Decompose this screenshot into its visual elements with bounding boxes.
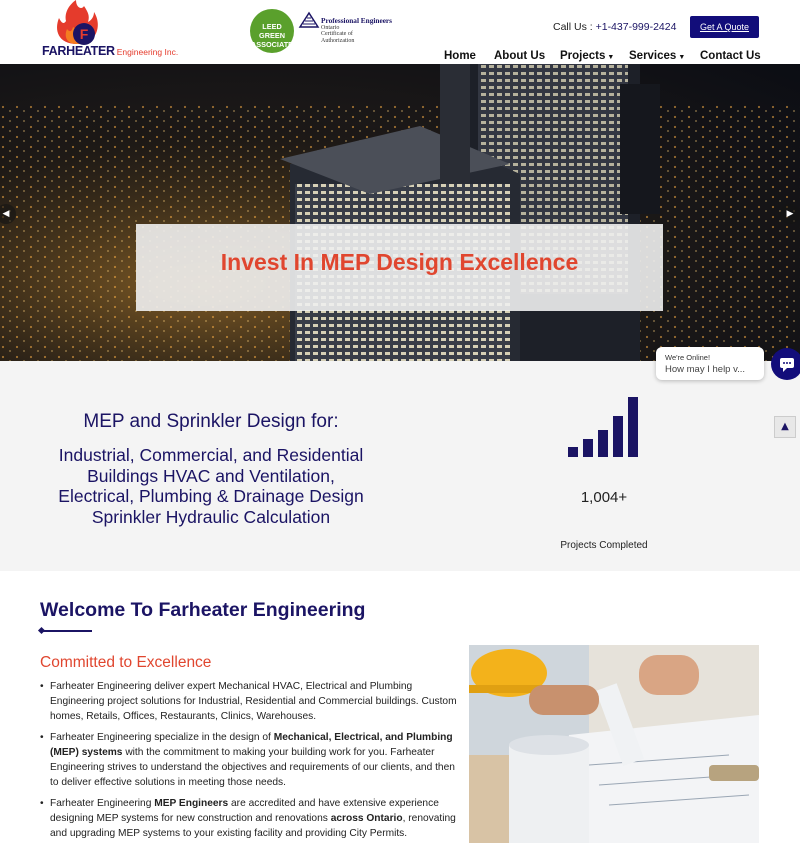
committed-subtitle: Committed to Excellence — [40, 654, 212, 671]
chevron-down-icon: ▼ — [678, 54, 686, 61]
welcome-title: Welcome To Farheater Engineering — [40, 599, 366, 621]
services-list: Industrial, Commercial, and Residential Buildings HVAC and Ventilation, Electrical, Plumbing & Drainage Design Sprinkler Hydraulic Calculation — [58, 445, 364, 527]
chat-status: We're Online! — [665, 353, 711, 362]
nav-projects[interactable]: Projects ▼ — [560, 50, 615, 62]
chat-icon — [771, 348, 800, 380]
logo-wordmark: FARHEATER Engineering Inc. — [42, 44, 179, 58]
services-stats-band — [0, 361, 800, 571]
nav-contact-us[interactable]: Contact Us — [700, 50, 761, 62]
logo-letter: F — [79, 26, 89, 42]
arrow-up-icon: ▲ — [781, 421, 789, 432]
city-night-photo — [0, 64, 800, 361]
call-us: Call Us : +1-437-999-2424 — [553, 21, 677, 33]
hero-headline: Invest In MEP Design Excellence — [220, 249, 579, 275]
peo-mark-icon — [298, 11, 320, 29]
leed-badge: LEED GREEN ASSOCIATE — [250, 9, 294, 53]
get-a-quote-button[interactable]: Get A Quote — [690, 16, 759, 38]
welcome-bullet-list — [40, 679, 460, 843]
hero-headline-box — [136, 224, 663, 311]
site-header — [0, 0, 800, 64]
site-logo[interactable] — [42, 0, 179, 62]
list-item: • Farheater Engineering specialize in the design of Mechanical, Electrical, and Plumbing (MEP) systems with the commitment to making your building work for you. Farheater Engineering strives to understand the objectives and requirements of our clients, and then to deliver effective solutions in meeting those needs. — [40, 730, 460, 790]
list-item: • Farheater Engineering MEP Engineers are accredited and have extensive experience designing MEP systems for new construction and renovations across Ontario, renovating and upgrading MEP systems to your existing facility and providing City Permits. — [40, 796, 460, 841]
title-divider — [40, 630, 92, 632]
services-heading: MEP and Sprinkler Design for: — [83, 411, 339, 432]
chat-prompt: How may I help v... — [665, 364, 746, 375]
blueprint-photo-illustration — [469, 645, 759, 843]
peo-lines: Ontario Certificate of Authorization — [321, 25, 355, 44]
projects-counter-label: Projects Completed — [560, 540, 648, 551]
signal-bars-icon — [568, 395, 640, 457]
peo-badge — [298, 11, 393, 51]
chevron-left-icon: ◀ — [2, 209, 10, 219]
chat-open-button[interactable] — [771, 348, 800, 380]
hero-slider — [0, 64, 800, 361]
scroll-to-top-button[interactable] — [774, 416, 796, 438]
chat-greeting-bubble[interactable] — [656, 347, 764, 380]
peo-title: Professional Engineers — [321, 16, 393, 25]
nav-about-us[interactable]: About Us — [494, 50, 546, 62]
projects-counter: 1,004+ — [580, 489, 628, 506]
engineers-blueprints-photo — [469, 645, 759, 843]
flame-logo-icon — [50, 0, 104, 46]
chevron-right-icon: ▶ — [786, 209, 794, 219]
nav-services[interactable]: Services ▼ — [629, 50, 686, 62]
nav-home[interactable]: Home — [444, 50, 476, 62]
phone-link[interactable]: +1-437-999-2424 — [595, 21, 677, 33]
list-item: • Farheater Engineering deliver expert Mechanical HVAC, Electrical and Plumbing Engineering project solutions for Industrial, Residential and Commercial buildings. Custom homes, Retails, Offices, Restaurants, Clinics, Warehouses. — [40, 679, 460, 724]
slider-next-button[interactable] — [780, 204, 800, 224]
chevron-down-icon: ▼ — [607, 54, 615, 61]
